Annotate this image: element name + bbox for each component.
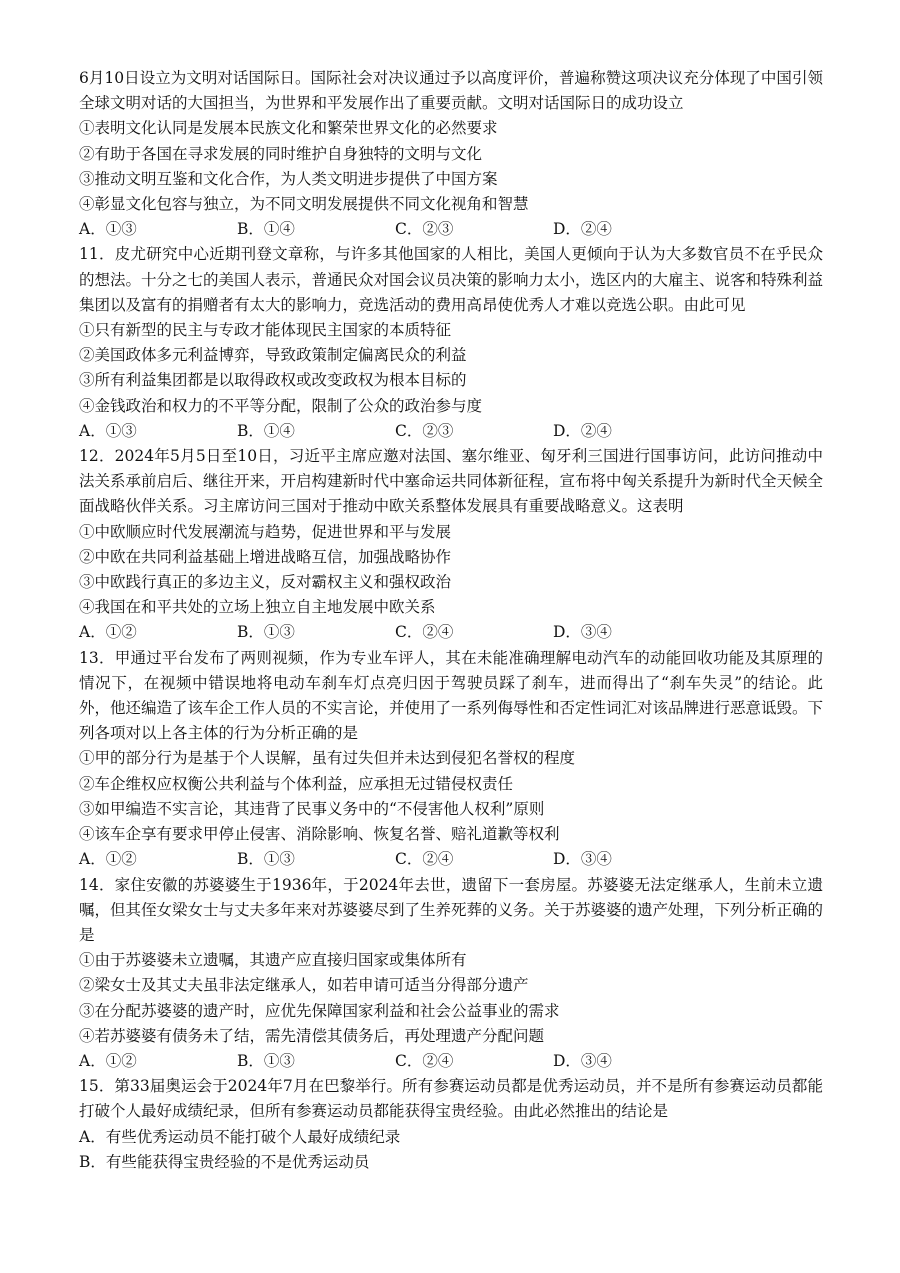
option-line: ②美国政体多元利益博弈，导致政策制定偏离民众的利益 — [79, 346, 467, 365]
choice-d: D．③④ — [553, 623, 612, 642]
option-line: ①表明文化认同是发展本民族文化和繁荣世界文化的必然要求 — [79, 119, 498, 138]
option-line: ②梁女士及其丈夫虽非法定继承人，如若申请可适当分得部分遗产 — [79, 976, 529, 995]
option-line: ①只有新型的民主与专政才能体现民主国家的本质特征 — [79, 321, 452, 340]
question-11 — [79, 242, 823, 444]
option-line: ④彰显文化包容与独立，为不同文明发展提供不同文化视角和智慧 — [79, 195, 529, 214]
choice-c: C．②④ — [395, 1051, 454, 1070]
choice-b: B．①③ — [237, 1051, 295, 1070]
answer-choices — [79, 217, 823, 242]
choice-d: D．③④ — [553, 850, 612, 869]
answer-choices — [79, 419, 823, 444]
option-line: ①由于苏婆婆未立遗嘱，其遗产应直接归国家或集体所有 — [79, 951, 467, 970]
exam-page — [79, 66, 823, 1175]
option-line: ①中欧顺应时代发展潮流与趋势，促进世界和平与发展 — [79, 522, 452, 541]
choice-b: B．①④ — [237, 220, 295, 239]
option-line: ③推动文明互鉴和文化合作，为人类文明进步提供了中国方案 — [79, 169, 498, 188]
question-stem: 13．甲通过平台发布了两则视频，作为专业车评人，其在未能准确理解电动汽车的动能回收功能及其原理的情况下，在视频中错误地将电动车刹车灯点亮归因于驾驶员踩了刹车，进而得出了“刹车失灵”的结论。此外，他还编造了该车企工作人员的不实言论，并使用了一系列侮辱性和否定性词汇对该品牌进行恶意诋毁。下列各项对以上各主体的行为分析正确的是 — [79, 648, 824, 743]
option-line: ③在分配苏婆婆的遗产时，应优先保障国家利益和社会公益事业的需求 — [79, 1001, 560, 1020]
choice-d: D．②④ — [553, 220, 612, 239]
choice-c: C．②③ — [395, 220, 454, 239]
question-stem: 12．2024年5月5日至10日，习近平主席应邀对法国、塞尔维亚、匈牙利三国进行国事访问，此访问推动中法关系承前启后、继往开来，开启构建新时代中塞命运共同体新征程，宣布将中匈关系提升为新时代全天候全面战略伙伴关系。习主席访问三国对于推动中欧关系整体发展具有重要战略意义。这表明 — [79, 447, 824, 516]
choice-a: A．①② — [79, 850, 137, 869]
question-stem: 6月10日设立为文明对话国际日。国际社会对决议通过予以高度评价，普遍称赞这项决议充分体现了中国引领全球文明对话的大国担当，为世界和平发展作出了重要贡献。文明对话国际日的成功设立 — [79, 69, 823, 113]
question-stem: 14．家住安徽的苏婆婆生于1936年，于2024年去世，遗留下一套房屋。苏婆婆无法定继承人，生前未立遗嘱，但其侄女梁女士与丈夫多年来对苏婆婆尽到了生养死葬的义务。关于苏婆婆的遗产处理，下列分析正确的是 — [79, 875, 824, 944]
option-line: ②车企维权应权衡公共利益与个体利益，应承担无过错侵权责任 — [79, 774, 514, 793]
question-15 — [79, 1074, 823, 1175]
option-line: ③中欧践行真正的多边主义，反对霸权主义和强权政治 — [79, 573, 452, 592]
choice-a: A．①② — [79, 1051, 137, 1070]
question-14 — [79, 873, 823, 1075]
option-line: ①甲的部分行为是基于个人误解，虽有过失但并未达到侵犯名誉权的程度 — [79, 749, 576, 768]
option-line: ③所有利益集团都是以取得政权或改变政权为根本目标的 — [79, 371, 467, 390]
option-line: ②中欧在共同利益基础上增进战略互信，加强战略协作 — [79, 547, 452, 566]
option-line: A．有些优秀运动员不能打破个人最好成绩纪录 — [79, 1127, 401, 1146]
question-10 — [79, 66, 823, 242]
question-13 — [79, 646, 823, 873]
choice-c: C．②④ — [395, 850, 454, 869]
option-line: ②有助于各国在寻求发展的同时维护自身独特的文明与文化 — [79, 144, 483, 163]
choice-d: D．②④ — [553, 421, 612, 440]
option-line: ③如甲编造不实言论，其违背了民事义务中的“不侵害他人权利”原则 — [79, 799, 545, 818]
question-stem: 11．皮尤研究中心近期刊登文章称，与许多其他国家的人相比，美国人更倾向于认为大多数官员不在乎民众的想法。十分之七的美国人表示，普通民众对国会议员决策的影响力太小，选区内的大雇主、说客和特殊利益集团以及富有的捐赠者有太大的影响力，竞选活动的费用高昂使优秀人才难以竞选公职。由此可见 — [79, 245, 824, 314]
answer-choices — [79, 847, 823, 872]
option-line: ④我国在和平共处的立场上独立自主地发展中欧关系 — [79, 598, 436, 617]
choice-a: A．①② — [79, 623, 137, 642]
choice-b: B．①③ — [237, 850, 295, 869]
choice-a: A．①③ — [79, 220, 137, 239]
answer-choices — [79, 620, 823, 645]
choice-a: A．①③ — [79, 421, 137, 440]
option-line: ④若苏婆婆有债务未了结，需先清偿其债务后，再处理遗产分配问题 — [79, 1026, 545, 1045]
question-12 — [79, 444, 823, 646]
choice-b: B．①④ — [237, 421, 295, 440]
answer-choices — [79, 1049, 823, 1074]
option-line: B．有些能获得宝贵经验的不是优秀运动员 — [79, 1152, 370, 1171]
choice-b: B．①③ — [237, 623, 295, 642]
choice-c: C．②③ — [395, 421, 454, 440]
question-stem: 15．第33届奥运会于2024年7月在巴黎举行。所有参赛运动员都是优秀运动员，并不是所有参赛运动员都能打破个人最好成绩纪录，但所有参赛运动员都能获得宝贵经验。由此必然推出的结论是 — [79, 1077, 823, 1121]
option-line: ④该车企享有要求甲停止侵害、消除影响、恢复名誉、赔礼道歉等权利 — [79, 825, 560, 844]
option-line: ④金钱政治和权力的不平等分配，限制了公众的政治参与度 — [79, 396, 483, 415]
choice-d: D．③④ — [553, 1051, 612, 1070]
choice-c: C．②④ — [395, 623, 454, 642]
